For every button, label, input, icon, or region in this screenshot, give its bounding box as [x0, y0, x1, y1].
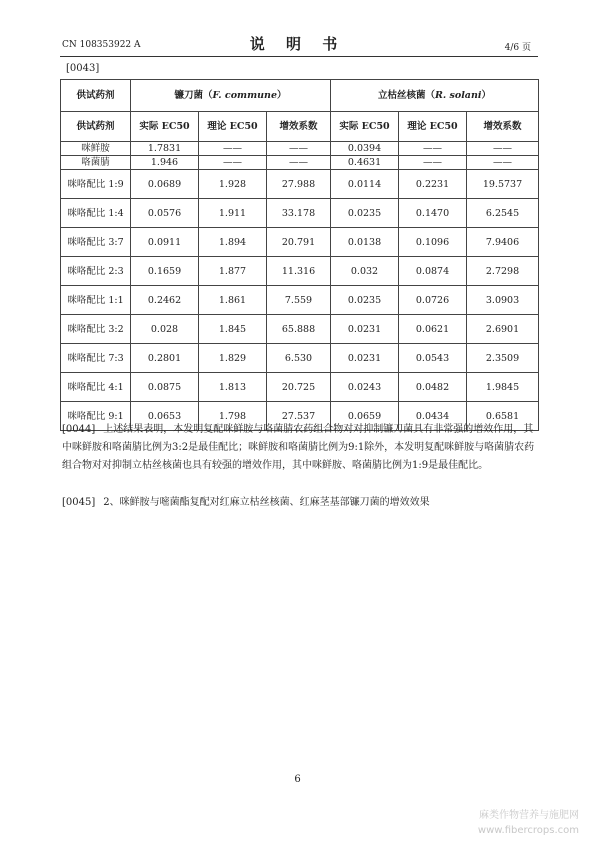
column-header: 增效系数: [267, 112, 331, 142]
value-cell: ——: [467, 156, 539, 170]
value-cell: 0.2231: [399, 170, 467, 199]
table-header-row-groups: [61, 80, 539, 112]
table-row: [61, 373, 539, 402]
value-cell: 27.988: [267, 170, 331, 199]
value-cell: 0.0231: [331, 344, 399, 373]
column-header: 实际 EC50: [131, 112, 199, 142]
table-row: [61, 315, 539, 344]
value-cell: 20.791: [267, 228, 331, 257]
value-cell: 0.0138: [331, 228, 399, 257]
agent-name-cell: 咪咯配比 4:1: [61, 373, 131, 402]
value-cell: 2.7298: [467, 257, 539, 286]
agent-name-cell: 咪咯配比 7:3: [61, 344, 131, 373]
value-cell: 0.032: [331, 257, 399, 286]
column-header: 供试药剂: [61, 112, 131, 142]
value-cell: 7.9406: [467, 228, 539, 257]
value-cell: 0.0621: [399, 315, 467, 344]
paragraph-number: [0044]: [62, 424, 96, 435]
value-cell: ——: [399, 142, 467, 156]
paragraph-number-0043: [0043]: [66, 63, 100, 74]
value-cell: 0.1659: [131, 257, 199, 286]
watermark-line: 麻类作物营养与施肥网: [479, 810, 579, 821]
table-row: [61, 142, 539, 156]
table-header-row-columns: [61, 112, 539, 142]
value-cell: 20.725: [267, 373, 331, 402]
value-cell: 0.1096: [399, 228, 467, 257]
table-row: [61, 170, 539, 199]
value-cell: 33.178: [267, 199, 331, 228]
value-cell: 2.3509: [467, 344, 539, 373]
header-rule: [60, 56, 538, 57]
page-indicator: 4/6 页: [504, 43, 531, 53]
value-cell: 0.0875: [131, 373, 199, 402]
value-cell: 1.861: [199, 286, 267, 315]
table-row: [61, 156, 539, 170]
column-header: 理论 EC50: [399, 112, 467, 142]
value-cell: 7.559: [267, 286, 331, 315]
table-row: [61, 257, 539, 286]
value-cell: 0.0235: [331, 286, 399, 315]
watermark-line: www.fibercrops.com: [477, 825, 579, 836]
agent-name-cell: 咪鲜胺: [61, 142, 131, 156]
value-cell: 1.798: [199, 402, 267, 431]
value-cell: 0.1470: [399, 199, 467, 228]
value-cell: 0.0689: [131, 170, 199, 199]
value-cell: ——: [199, 142, 267, 156]
value-cell: 27.537: [267, 402, 331, 431]
value-cell: 0.0434: [399, 402, 467, 431]
value-cell: 6.2545: [467, 199, 539, 228]
table-row: [61, 199, 539, 228]
value-cell: ——: [199, 156, 267, 170]
value-cell: 0.6581: [467, 402, 539, 431]
page-number: 6: [294, 774, 301, 785]
group-header-r-solani: 立枯丝核菌（R. solani）: [331, 80, 539, 112]
agent-name-cell: 咪咯配比 3:2: [61, 315, 131, 344]
value-cell: 1.845: [199, 315, 267, 344]
value-cell: 1.813: [199, 373, 267, 402]
paragraph-number: [0045]: [62, 497, 96, 508]
value-cell: 0.4631: [331, 156, 399, 170]
value-cell: 1.894: [199, 228, 267, 257]
row-header-label: 供试药剂: [61, 80, 131, 112]
paragraph-text: 上述结果表明，本发明复配咪鲜胺与咯菌腈农药组合物对对抑制镰刀菌具有非常强的增效作用，其中咪鲜胺和咯菌腈比例为3:2是最佳配比；咪鲜胺和咯菌腈比例为9:1除外，本发明复配咪鲜胺与咯菌腈农药组合物对对抑制立枯丝核菌也具有较强的增效作用，其中咪鲜胺、咯菌腈比例为1:9是最佳配比。: [62, 424, 535, 471]
value-cell: 0.0231: [331, 315, 399, 344]
value-cell: 0.0726: [399, 286, 467, 315]
value-cell: 1.7831: [131, 142, 199, 156]
paragraph-text: 2、咪鲜胺与嘧菌酯复配对红麻立枯丝核菌、红麻茎基部镰刀菌的增效效果: [103, 497, 430, 508]
value-cell: 65.888: [267, 315, 331, 344]
agent-name-cell: 咪咯配比 1:9: [61, 170, 131, 199]
value-cell: 1.911: [199, 199, 267, 228]
value-cell: 2.6901: [467, 315, 539, 344]
value-cell: 0.0653: [131, 402, 199, 431]
value-cell: 0.2801: [131, 344, 199, 373]
column-header: 理论 EC50: [199, 112, 267, 142]
table-row: [61, 344, 539, 373]
value-cell: 3.0903: [467, 286, 539, 315]
value-cell: 0.0114: [331, 170, 399, 199]
value-cell: 0.0482: [399, 373, 467, 402]
value-cell: 1.9845: [467, 373, 539, 402]
table-row: [61, 228, 539, 257]
value-cell: 0.0911: [131, 228, 199, 257]
group-header-f-commune: 镰刀菌（F. commune）: [131, 80, 331, 112]
agent-name-cell: 咯菌腈: [61, 156, 131, 170]
value-cell: ——: [267, 156, 331, 170]
agent-name-cell: 咪咯配比 9:1: [61, 402, 131, 431]
value-cell: ——: [467, 142, 539, 156]
agent-name-cell: 咪咯配比 3:7: [61, 228, 131, 257]
value-cell: ——: [399, 156, 467, 170]
value-cell: 0.0659: [331, 402, 399, 431]
value-cell: 0.028: [131, 315, 199, 344]
value-cell: 1.928: [199, 170, 267, 199]
value-cell: 11.316: [267, 257, 331, 286]
watermark: [478, 808, 579, 838]
value-cell: 6.530: [267, 344, 331, 373]
value-cell: 0.0874: [399, 257, 467, 286]
document-title: 说 明 书: [249, 35, 346, 53]
value-cell: 0.0394: [331, 142, 399, 156]
agent-name-cell: 咪咯配比 1:4: [61, 199, 131, 228]
value-cell: 0.0576: [131, 199, 199, 228]
table-row: [61, 286, 539, 315]
ec50-table: [60, 79, 539, 431]
value-cell: 0.2462: [131, 286, 199, 315]
agent-name-cell: 咪咯配比 1:1: [61, 286, 131, 315]
value-cell: 1.829: [199, 344, 267, 373]
agent-name-cell: 咪咯配比 2:3: [61, 257, 131, 286]
value-cell: 19.5737: [467, 170, 539, 199]
value-cell: 1.877: [199, 257, 267, 286]
value-cell: 0.0543: [399, 344, 467, 373]
column-header: 增效系数: [467, 112, 539, 142]
value-cell: 1.946: [131, 156, 199, 170]
value-cell: ——: [267, 142, 331, 156]
value-cell: 0.0235: [331, 199, 399, 228]
patent-number: CN 108353922 A: [62, 40, 141, 50]
paragraph-0045: [62, 494, 540, 512]
paragraph-0044: [62, 421, 540, 475]
column-header: 实际 EC50: [331, 112, 399, 142]
value-cell: 0.0243: [331, 373, 399, 402]
